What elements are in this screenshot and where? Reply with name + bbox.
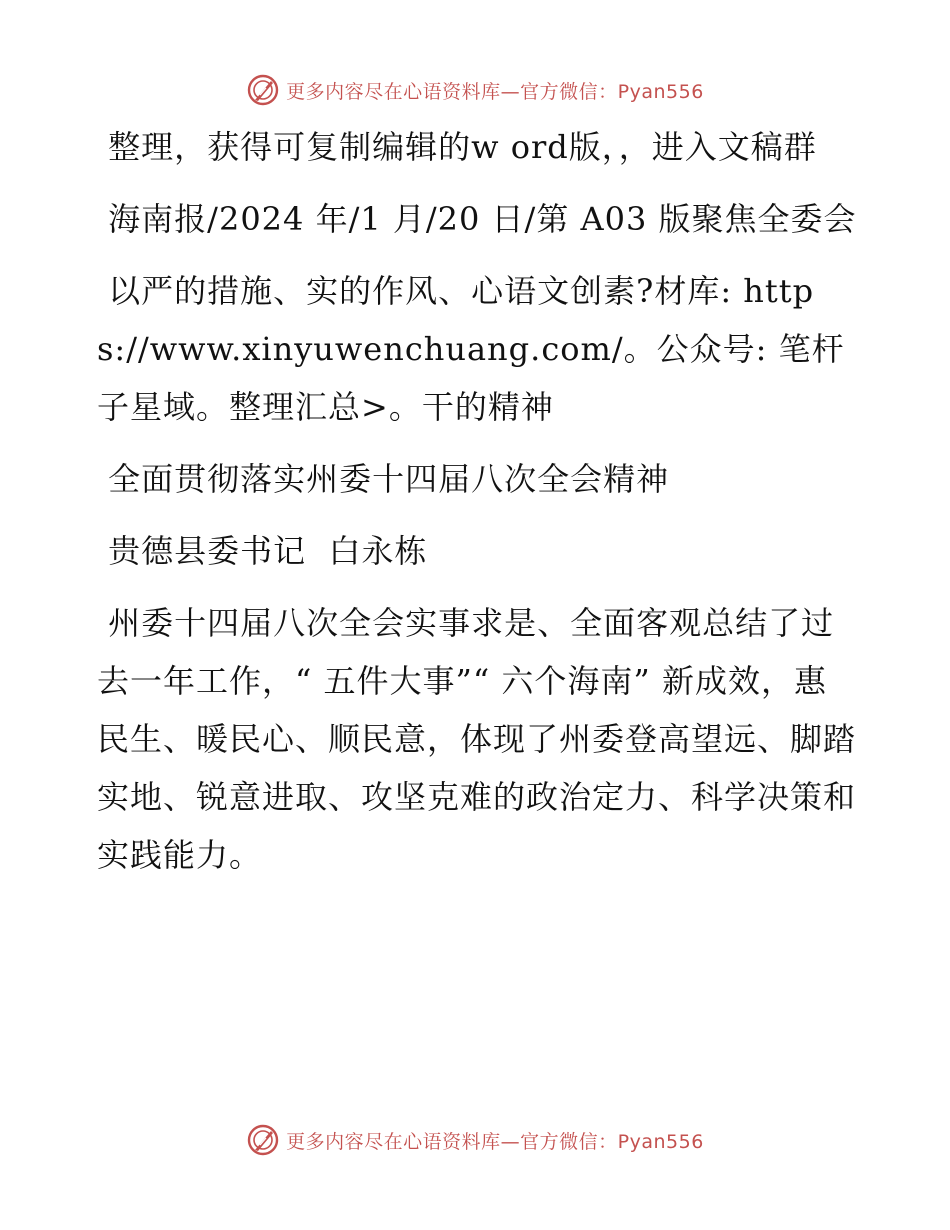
author-line: 贵德县委书记 白永栋 — [97, 532, 428, 570]
quill-logo-icon — [246, 73, 280, 107]
document-body — [97, 118, 857, 898]
paragraph-body: 州委十四届八次全会实事求是、全面客观总结了过去一年工作，“ 五件大事”“ 六个海南” 新成效，惠民生、暖民心、顺民意，体现了州委登高望远、脚踏实地、锐意进取、攻坚克难的政治定力、科学决策和实践能力。 — [97, 604, 857, 874]
header-watermark — [0, 70, 950, 110]
article-title: 全面贯彻落实州委十四届八次全会精神 — [97, 460, 670, 498]
watermark-text: 更多内容尽在心语资料库—官方微信：Pyan556 — [286, 80, 704, 103]
watermark-text: 更多内容尽在心语资料库—官方微信：Pyan556 — [286, 1130, 704, 1153]
paragraph-3: 以严的措施、实的作风、心语文创素?材库: https://www.xinyuwenchuang.com/。公众号: 笔杆子星域。整理汇总>。干的精神 — [97, 272, 845, 426]
paragraph-1: 整理，获得可复制编辑的w ord版，，进入文稿群 — [97, 128, 817, 166]
paragraph-2: 海南报/2024 年/1 月/20 日/第 A03 版聚焦全委会 — [97, 200, 857, 238]
footer-watermark — [0, 1120, 950, 1160]
quill-logo-icon — [246, 1123, 280, 1157]
